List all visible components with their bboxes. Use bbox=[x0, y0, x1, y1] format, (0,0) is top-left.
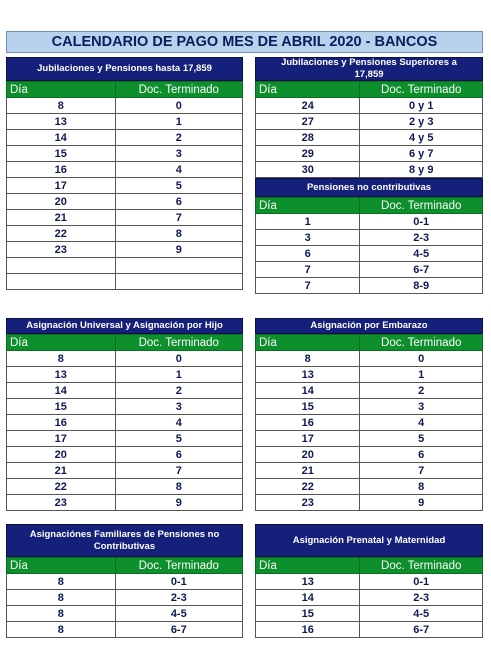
doc-cell: 8-9 bbox=[360, 278, 483, 294]
day-cell: 23 bbox=[7, 495, 116, 511]
table-row bbox=[256, 278, 483, 294]
day-cell: 24 bbox=[256, 98, 360, 114]
table-row bbox=[256, 590, 483, 606]
day-cell: 21 bbox=[7, 463, 116, 479]
section-header: Jubilaciones y Pensiones hasta 17,859 bbox=[6, 57, 243, 81]
doc-cell: 6 bbox=[360, 447, 483, 463]
column-header-doc: Doc. Terminado bbox=[360, 198, 483, 214]
day-cell: 8 bbox=[256, 351, 360, 367]
table-row bbox=[7, 130, 243, 146]
table-row bbox=[7, 447, 243, 463]
payment-table bbox=[255, 197, 483, 294]
doc-cell: 5 bbox=[115, 178, 242, 194]
day-cell: 27 bbox=[256, 114, 360, 130]
payment-table bbox=[6, 334, 243, 511]
table-row bbox=[256, 367, 483, 383]
doc-cell: 7 bbox=[360, 463, 483, 479]
section-header: Asignaciónes Familiares de Pensiones no Contributivas bbox=[6, 524, 243, 557]
doc-cell: 4 bbox=[115, 415, 242, 431]
table-row bbox=[256, 622, 483, 638]
day-cell: 1 bbox=[256, 214, 360, 230]
column-header-day: Día bbox=[7, 335, 116, 351]
table-row bbox=[7, 162, 243, 178]
table-row bbox=[7, 399, 243, 415]
doc-cell: 4 y 5 bbox=[360, 130, 483, 146]
table-row bbox=[7, 178, 243, 194]
day-cell: 14 bbox=[7, 130, 116, 146]
panel-auh bbox=[6, 318, 243, 511]
day-cell: 8 bbox=[7, 574, 116, 590]
day-cell: 15 bbox=[7, 146, 116, 162]
table-row bbox=[256, 98, 483, 114]
doc-cell: 3 bbox=[115, 399, 242, 415]
day-cell: 14 bbox=[7, 383, 116, 399]
day-cell: 8 bbox=[7, 622, 116, 638]
day-cell: 13 bbox=[256, 574, 360, 590]
day-cell: 13 bbox=[7, 114, 116, 130]
doc-cell: 8 bbox=[115, 226, 242, 242]
table-row bbox=[7, 258, 243, 274]
doc-cell: 4 bbox=[360, 415, 483, 431]
table-row bbox=[7, 590, 243, 606]
day-cell: 20 bbox=[256, 447, 360, 463]
table-row bbox=[7, 606, 243, 622]
column-header-row bbox=[7, 335, 243, 351]
doc-cell: 0-1 bbox=[360, 214, 483, 230]
table-row bbox=[256, 130, 483, 146]
table-row bbox=[256, 479, 483, 495]
day-cell: 22 bbox=[256, 479, 360, 495]
day-cell: 14 bbox=[256, 590, 360, 606]
table-row bbox=[256, 246, 483, 262]
doc-cell bbox=[115, 258, 242, 274]
table-row bbox=[7, 114, 243, 130]
day-cell: 3 bbox=[256, 230, 360, 246]
doc-cell: 6-7 bbox=[360, 622, 483, 638]
day-cell: 7 bbox=[256, 262, 360, 278]
doc-cell: 2-3 bbox=[360, 590, 483, 606]
table-row bbox=[7, 431, 243, 447]
day-cell: 13 bbox=[256, 367, 360, 383]
table-row bbox=[256, 447, 483, 463]
table-row bbox=[256, 606, 483, 622]
table-row bbox=[7, 242, 243, 258]
table-row bbox=[256, 214, 483, 230]
doc-cell: 4 bbox=[115, 162, 242, 178]
section-header: Asignación Prenatal y Maternidad bbox=[255, 524, 483, 557]
table-row bbox=[7, 210, 243, 226]
column-header-row bbox=[256, 198, 483, 214]
day-cell: 17 bbox=[256, 431, 360, 447]
doc-cell: 5 bbox=[115, 431, 242, 447]
day-cell bbox=[7, 258, 116, 274]
doc-cell: 0-1 bbox=[360, 574, 483, 590]
section-header: Pensiones no contributivas bbox=[255, 178, 483, 197]
doc-cell: 4-5 bbox=[360, 606, 483, 622]
doc-cell: 2 bbox=[360, 383, 483, 399]
day-cell: 7 bbox=[256, 278, 360, 294]
doc-cell: 0-1 bbox=[115, 574, 242, 590]
day-cell: 13 bbox=[7, 367, 116, 383]
doc-cell: 6-7 bbox=[115, 622, 242, 638]
column-header-row bbox=[256, 82, 483, 98]
day-cell: 8 bbox=[7, 98, 116, 114]
day-cell: 16 bbox=[7, 162, 116, 178]
doc-cell: 9 bbox=[360, 495, 483, 511]
day-cell: 20 bbox=[7, 194, 116, 210]
panel-embarazo bbox=[255, 318, 483, 511]
page-title: CALENDARIO DE PAGO MES DE ABRIL 2020 - BANCOS bbox=[6, 31, 483, 53]
column-header-doc: Doc. Terminado bbox=[115, 335, 242, 351]
column-header-doc: Doc. Terminado bbox=[360, 558, 483, 574]
doc-cell: 0 y 1 bbox=[360, 98, 483, 114]
doc-cell: 8 bbox=[115, 479, 242, 495]
table-row bbox=[7, 98, 243, 114]
day-cell: 14 bbox=[256, 383, 360, 399]
table-row bbox=[7, 622, 243, 638]
table-row bbox=[7, 383, 243, 399]
day-cell: 6 bbox=[256, 246, 360, 262]
doc-cell: 5 bbox=[360, 431, 483, 447]
doc-cell: 8 bbox=[360, 479, 483, 495]
column-header-doc: Doc. Terminado bbox=[115, 558, 242, 574]
day-cell: 17 bbox=[7, 431, 116, 447]
table-row bbox=[7, 274, 243, 290]
day-cell: 21 bbox=[7, 210, 116, 226]
table-row bbox=[7, 367, 243, 383]
table-row bbox=[7, 415, 243, 431]
table-row bbox=[256, 262, 483, 278]
day-cell: 21 bbox=[256, 463, 360, 479]
doc-cell: 8 y 9 bbox=[360, 162, 483, 178]
column-header-day: Día bbox=[7, 558, 116, 574]
table-row bbox=[256, 431, 483, 447]
day-cell: 16 bbox=[256, 622, 360, 638]
doc-cell: 7 bbox=[115, 210, 242, 226]
day-cell: 8 bbox=[7, 590, 116, 606]
doc-cell: 1 bbox=[115, 114, 242, 130]
payment-table bbox=[6, 81, 243, 290]
payment-table bbox=[255, 81, 483, 178]
day-cell: 20 bbox=[7, 447, 116, 463]
day-cell: 22 bbox=[7, 226, 116, 242]
panel-jubilaciones-superiores bbox=[255, 57, 483, 294]
day-cell: 15 bbox=[7, 399, 116, 415]
day-cell: 30 bbox=[256, 162, 360, 178]
day-cell: 23 bbox=[256, 495, 360, 511]
table-row bbox=[7, 479, 243, 495]
doc-cell: 2-3 bbox=[360, 230, 483, 246]
table-row bbox=[256, 114, 483, 130]
doc-cell: 0 bbox=[360, 351, 483, 367]
doc-cell bbox=[115, 274, 242, 290]
table-row bbox=[7, 351, 243, 367]
table-row bbox=[7, 146, 243, 162]
panel-jubilaciones-hasta bbox=[6, 57, 243, 290]
day-cell: 16 bbox=[7, 415, 116, 431]
doc-cell: 6-7 bbox=[360, 262, 483, 278]
column-header-row bbox=[256, 558, 483, 574]
column-header-row bbox=[7, 82, 243, 98]
column-header-row bbox=[7, 558, 243, 574]
column-header-doc: Doc. Terminado bbox=[360, 82, 483, 98]
table-row bbox=[7, 574, 243, 590]
doc-cell: 2 y 3 bbox=[360, 114, 483, 130]
payment-table bbox=[6, 557, 243, 638]
doc-cell: 4-5 bbox=[115, 606, 242, 622]
table-row bbox=[256, 146, 483, 162]
column-header-day: Día bbox=[256, 558, 360, 574]
doc-cell: 6 bbox=[115, 194, 242, 210]
doc-cell: 2 bbox=[115, 130, 242, 146]
doc-cell: 2-3 bbox=[115, 590, 242, 606]
table-row bbox=[256, 574, 483, 590]
day-cell: 8 bbox=[7, 606, 116, 622]
day-cell: 15 bbox=[256, 399, 360, 415]
table-row bbox=[7, 194, 243, 210]
column-header-doc: Doc. Terminado bbox=[360, 335, 483, 351]
table-row bbox=[256, 351, 483, 367]
panel-prenatal bbox=[255, 524, 483, 638]
section-header: Asignación por Embarazo bbox=[255, 318, 483, 334]
doc-cell: 9 bbox=[115, 242, 242, 258]
table-row bbox=[256, 463, 483, 479]
doc-cell: 2 bbox=[115, 383, 242, 399]
day-cell: 29 bbox=[256, 146, 360, 162]
day-cell: 17 bbox=[7, 178, 116, 194]
doc-cell: 1 bbox=[115, 367, 242, 383]
doc-cell: 6 bbox=[115, 447, 242, 463]
day-cell: 23 bbox=[7, 242, 116, 258]
day-cell bbox=[7, 274, 116, 290]
table-row bbox=[7, 463, 243, 479]
doc-cell: 0 bbox=[115, 351, 242, 367]
section-header: Jubilaciones y Pensiones Superiores a 17,859 bbox=[255, 57, 483, 81]
panel-familiares bbox=[6, 524, 243, 638]
table-row bbox=[256, 415, 483, 431]
table-row bbox=[7, 495, 243, 511]
day-cell: 28 bbox=[256, 130, 360, 146]
column-header-row bbox=[256, 335, 483, 351]
payment-table bbox=[255, 334, 483, 511]
column-header-day: Día bbox=[256, 82, 360, 98]
table-row bbox=[7, 226, 243, 242]
day-cell: 8 bbox=[7, 351, 116, 367]
doc-cell: 7 bbox=[115, 463, 242, 479]
table-row bbox=[256, 495, 483, 511]
table-row bbox=[256, 399, 483, 415]
doc-cell: 4-5 bbox=[360, 246, 483, 262]
doc-cell: 3 bbox=[360, 399, 483, 415]
column-header-day: Día bbox=[256, 335, 360, 351]
table-row bbox=[256, 162, 483, 178]
column-header-day: Día bbox=[7, 82, 116, 98]
table-row bbox=[256, 383, 483, 399]
day-cell: 16 bbox=[256, 415, 360, 431]
doc-cell: 1 bbox=[360, 367, 483, 383]
doc-cell: 0 bbox=[115, 98, 242, 114]
column-header-doc: Doc. Terminado bbox=[115, 82, 242, 98]
table-row bbox=[256, 230, 483, 246]
day-cell: 22 bbox=[7, 479, 116, 495]
payment-table bbox=[255, 557, 483, 638]
day-cell: 15 bbox=[256, 606, 360, 622]
doc-cell: 6 y 7 bbox=[360, 146, 483, 162]
doc-cell: 3 bbox=[115, 146, 242, 162]
doc-cell: 9 bbox=[115, 495, 242, 511]
column-header-day: Día bbox=[256, 198, 360, 214]
section-header: Asignación Universal y Asignación por Hijo bbox=[6, 318, 243, 334]
